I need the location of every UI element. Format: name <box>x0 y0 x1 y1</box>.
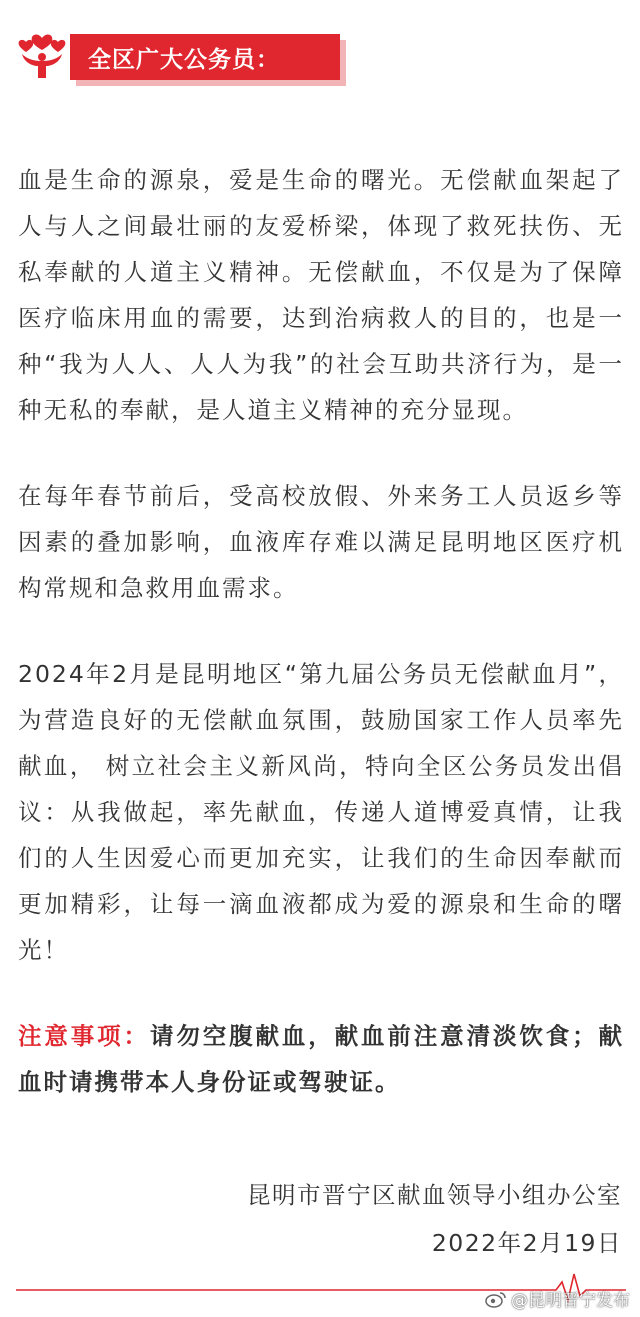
header <box>14 28 354 88</box>
page-title: 全区广大公务员： <box>88 46 280 73</box>
notice <box>18 1013 624 1105</box>
paragraph-1: 血是生命的源泉，爱是生命的曙光。无偿献血架起了人与人之间最壮丽的友爱桥梁，体现了救死扶伤、无私奉献的人道主义精神。无偿献血，不仅是为了保障医疗临床用血的需要，达到治病救人的目的，也是一种“我为人人、人人为我”的社会互助共济行为，是一种无私的奉献，是人道主义精神的充分显现。 <box>18 166 624 424</box>
paragraph-3: 2024年2月是昆明地区“第九届公务员无偿献血月”，为营造良好的无偿献血氛围，鼓励国家工作人员率先献血， 树立社会主义新风尚，特向全区公务员发出倡议：从我做起，率先献血，传递人道博爱真情，让我们的人生因爱心而更加充实，让我们的生命因奉献而更加精彩，让每一滴血液都成为爱的源泉和生命的曙光！ <box>18 660 624 964</box>
notice-label: 注意事项： <box>18 1022 150 1050</box>
signature <box>247 1171 622 1267</box>
paragraph-2: 在每年春节前后，受高校放假、外来务工人员返乡等因素的叠加影响，血液库存难以满足昆明地区医疗机构常规和急救用血需求。 <box>18 482 624 602</box>
signature-date: 2022年2月19日 <box>431 1229 622 1257</box>
article-body <box>18 157 624 1105</box>
weibo-icon <box>485 1290 507 1308</box>
title-banner <box>70 34 340 80</box>
signature-org: 昆明市晋宁区献血领导小组办公室 <box>247 1181 622 1209</box>
weibo-watermark <box>485 1286 630 1311</box>
notice-text: 请勿空腹献血，献血前注意清淡饮食；献血时请携带本人身份证或驾驶证。 <box>18 1022 625 1096</box>
blood-donation-logo-icon <box>14 28 70 84</box>
watermark-text: @昆明晋宁发布 <box>511 1291 630 1311</box>
